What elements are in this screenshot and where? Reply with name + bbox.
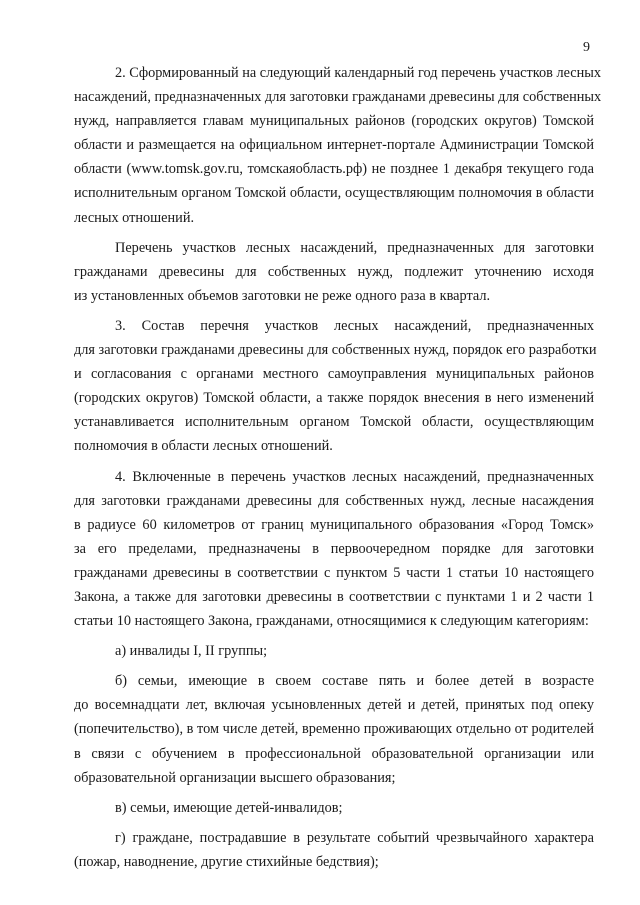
- text-line: для заготовки гражданами древесины для собственных нужд, лесные насаждения: [74, 492, 594, 509]
- text-line: гражданами древесины для собственных нужд, подлежит уточнению исходя: [74, 263, 594, 280]
- text-line: из установленных объемов заготовки не реже одного раза в квартал.: [74, 287, 491, 304]
- paragraph: [74, 669, 594, 789]
- paragraph: [74, 639, 594, 663]
- text-line: области и размещается на официальном интернет-портале Администрации Томской: [74, 137, 594, 154]
- text-line: в связи с обучением в профессиональной образовательной организации или: [74, 745, 594, 762]
- text-line: до восемнадцати лет, включая усыновленных детей и детей, принятых под опеку: [74, 697, 594, 714]
- text-line: Перечень участков лесных насаждений, предназначенных для заготовки: [115, 239, 594, 256]
- text-line: (пожар, наводнение, другие стихийные бедствия);: [74, 853, 379, 870]
- text-line: статьи 10 настоящего Закона, гражданами, относящимися к следующим категориям:: [74, 613, 589, 630]
- text-line: гражданами древесины в соответствии с пунктом 5 части 1 статьи 10 настоящего: [74, 564, 594, 581]
- paragraph: [74, 314, 597, 459]
- text-line: нужд, направляется главам муниципальных районов (городских округов) Томской: [74, 113, 594, 130]
- text-line: Закона, а также для заготовки древесины в соответствии с пунктами 1 и 2 части 1: [74, 588, 594, 605]
- text-line: образовательной организации высшего образования;: [74, 769, 396, 786]
- text-line: а) инвалиды I, II группы;: [115, 643, 268, 660]
- text-line: в) семьи, имеющие детей-инвалидов;: [115, 799, 343, 816]
- text-line: устанавливается исполнительным органом Томской области, осуществляющим: [74, 414, 594, 431]
- paragraph: [74, 826, 594, 874]
- text-line: (попечительство), в том числе детей, временно проживающих отдельно от родителей: [74, 721, 594, 738]
- text-line: за его пределами, предназначены в первоочередном порядке для заготовки: [74, 540, 594, 557]
- text-line: полномочия в области лесных отношений.: [74, 438, 333, 455]
- text-line: в радиусе 60 километров от границ муниципального образования «Город Томск»: [74, 516, 594, 533]
- document-body: [74, 61, 602, 874]
- text-line: 3. Состав перечня участков лесных насаждений, предназначенных: [115, 317, 594, 334]
- text-line: б) семьи, имеющие в своем составе пять и более детей в возрасте: [115, 673, 594, 690]
- text-line: и согласования с органами местного самоуправления муниципальных районов: [74, 366, 594, 383]
- text-line: (городских округов) Томской области, а также порядок внесения в него изменений: [74, 390, 594, 407]
- text-line: 4. Включенные в перечень участков лесных насаждений, предназначенных: [115, 468, 594, 485]
- paragraph: [74, 236, 594, 308]
- text-line: г) граждане, пострадавшие в результате событий чрезвычайного характера: [115, 829, 594, 846]
- paragraph: [74, 796, 594, 820]
- text-line: для заготовки гражданами древесины для собственных нужд, порядок его разработки: [74, 342, 597, 359]
- text-line: насаждений, предназначенных для заготовки гражданами древесины для собственных: [74, 89, 602, 106]
- paragraph: [74, 465, 594, 634]
- paragraph: [74, 61, 602, 230]
- text-line: лесных отношений.: [74, 209, 195, 226]
- text-line: 2. Сформированный на следующий календарный год перечень участков лесных: [115, 65, 602, 81]
- page-number: 9: [583, 40, 590, 55]
- text-line: исполнительным органом Томской области, осуществляющим полномочия в области: [74, 185, 594, 202]
- text-line: области (www.tomsk.gov.ru, томскаяобласть.рф) не позднее 1 декабря текущего года: [74, 161, 594, 178]
